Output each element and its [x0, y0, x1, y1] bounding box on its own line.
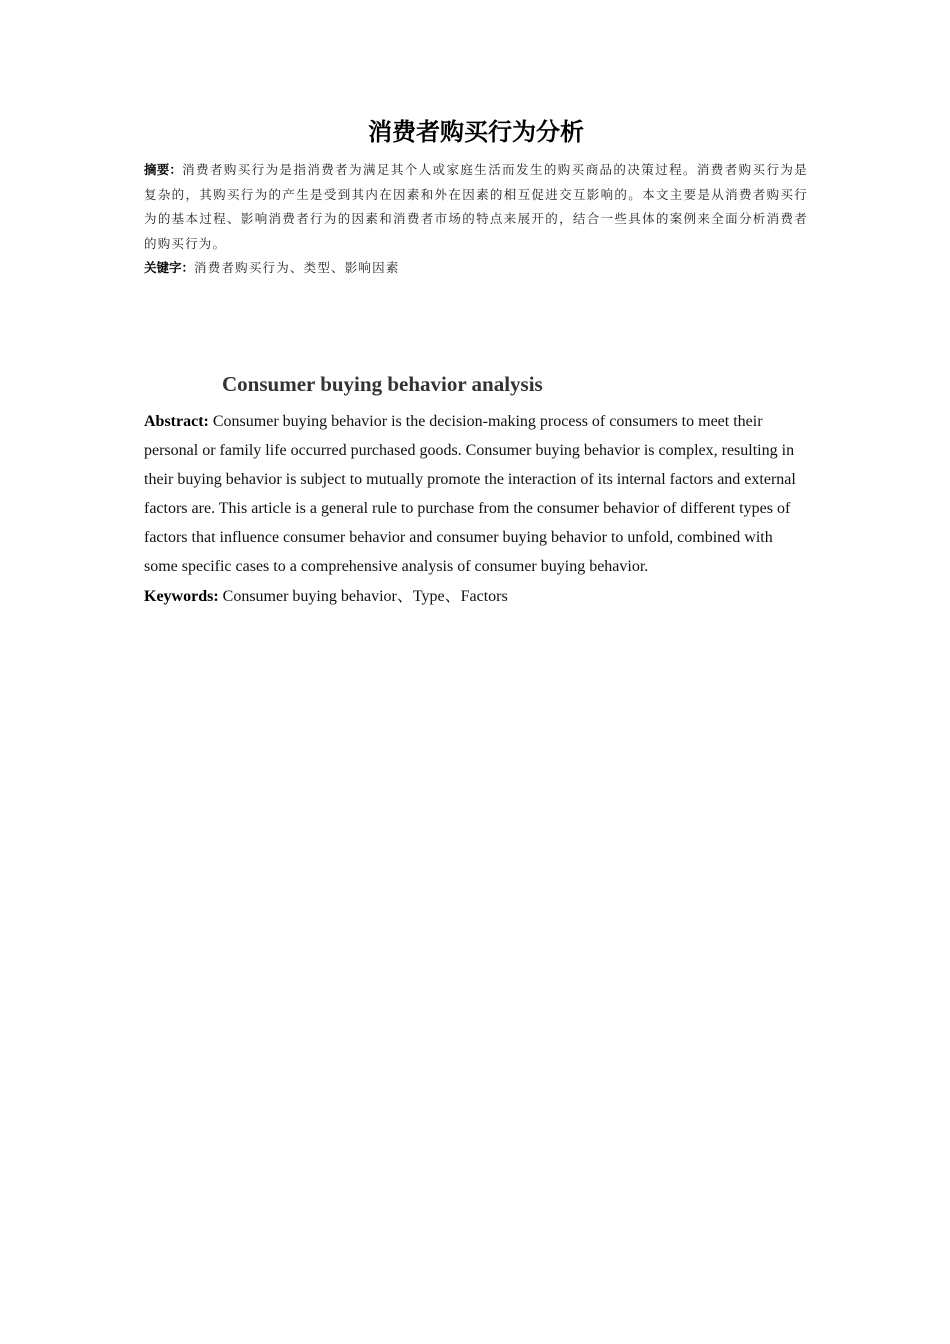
english-abstract	[144, 407, 808, 581]
english-keywords-text: Consumer buying behavior、Type、Factors	[222, 587, 508, 605]
chinese-abstract-text: 消费者购买行为是指消费者为满足其个人或家庭生活而发生的购买商品的决策过程。消费者购买行为是复杂的，其购买行为的产生是受到其内在因素和外在因素的相互促进交互影响的。本文主要是从消费者购买行为的基本过程、影响消费者行为的因素和消费者市场的特点来展开的，结合一些具体的案例来全面分析消费者的购买行为。	[144, 162, 808, 251]
chinese-abstract	[144, 158, 808, 256]
english-abstract-text: Consumer buying behavior is the decision-making process of consumers to meet their personal or family life occurred purchased goods. Consumer buying behavior is complex, resulting in their buying behavior is subject to mutually promote the interaction of its internal factors and external factors are. This article is a general rule to purchase from the consumer behavior of different types of factors that influence consumer behavior and consumer buying behavior to unfold, combined with some specific cases to a comprehensive analysis of consumer buying behavior.	[144, 412, 796, 575]
chinese-keywords-text: 消费者购买行为、类型、影响因素	[194, 260, 400, 275]
chinese-keywords-label: 关键字：	[144, 260, 195, 275]
english-abstract-label: Abstract:	[144, 412, 209, 430]
page-content	[144, 110, 808, 611]
chinese-title: 消费者购买行为分析	[368, 118, 584, 146]
english-keywords-label: Keywords:	[144, 587, 219, 605]
english-title: Consumer buying behavior analysis	[222, 371, 543, 396]
chinese-abstract-label: 摘要：	[144, 162, 183, 177]
chinese-keywords	[144, 256, 808, 281]
english-keywords	[144, 582, 808, 611]
